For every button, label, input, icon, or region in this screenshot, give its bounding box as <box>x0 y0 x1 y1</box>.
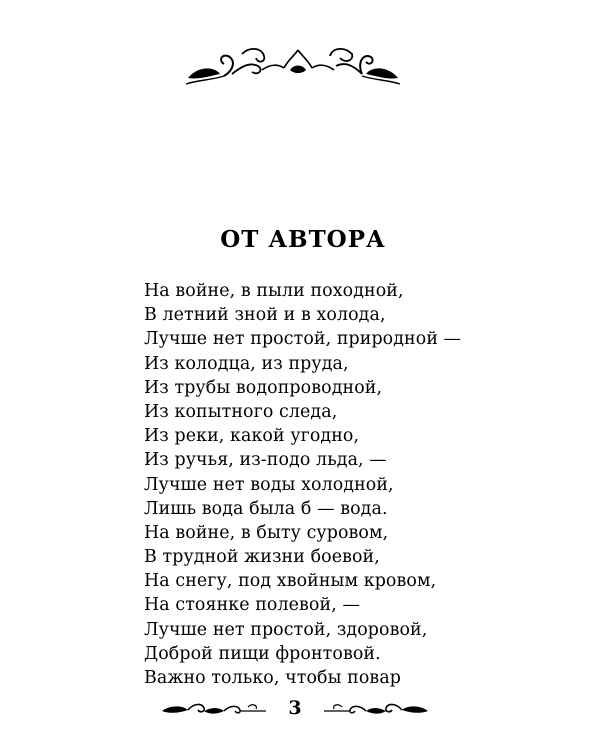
page-number: 3 <box>288 697 302 719</box>
flourish-right-icon <box>322 699 430 721</box>
poem-text <box>144 279 584 690</box>
poem-line: На войне, в быту суровом, <box>144 522 389 543</box>
floral-flourish-icon <box>184 40 402 90</box>
poem-line: На снегу, под хвойным кровом, <box>144 571 437 592</box>
poem-line: Доброй пищи фронтовой. <box>144 643 381 664</box>
poem-line: В трудной жизни боевой, <box>144 547 380 568</box>
poem-line: Из трубы водопроводной, <box>144 377 383 398</box>
poem-line: На стоянке полевой, — <box>144 595 360 616</box>
poem-line: На войне, в пыли походной, <box>144 281 404 301</box>
poem-line: Из копытного следа, <box>144 401 338 422</box>
page-footer <box>160 695 430 725</box>
poem-line: В летний зной и в холода, <box>144 305 386 326</box>
poem-line: Из реки, какой угодно, <box>144 426 360 447</box>
poem-line: Лучше нет воды холодной, <box>144 474 394 495</box>
poem-line: Важно только, чтобы повар <box>144 668 402 688</box>
poem-line: Лучше нет простой, здоровой, <box>144 619 428 640</box>
chapter-heading: ОТ АВТОРА <box>220 226 386 253</box>
poem-line: Лишь вода была б — вода. <box>144 498 388 519</box>
poem-line: Из колодца, из пруда, <box>144 353 349 374</box>
poem-line: Лучше нет простой, природной — <box>144 329 462 350</box>
poem-line: Из ручья, из-подо льда, — <box>144 450 387 471</box>
